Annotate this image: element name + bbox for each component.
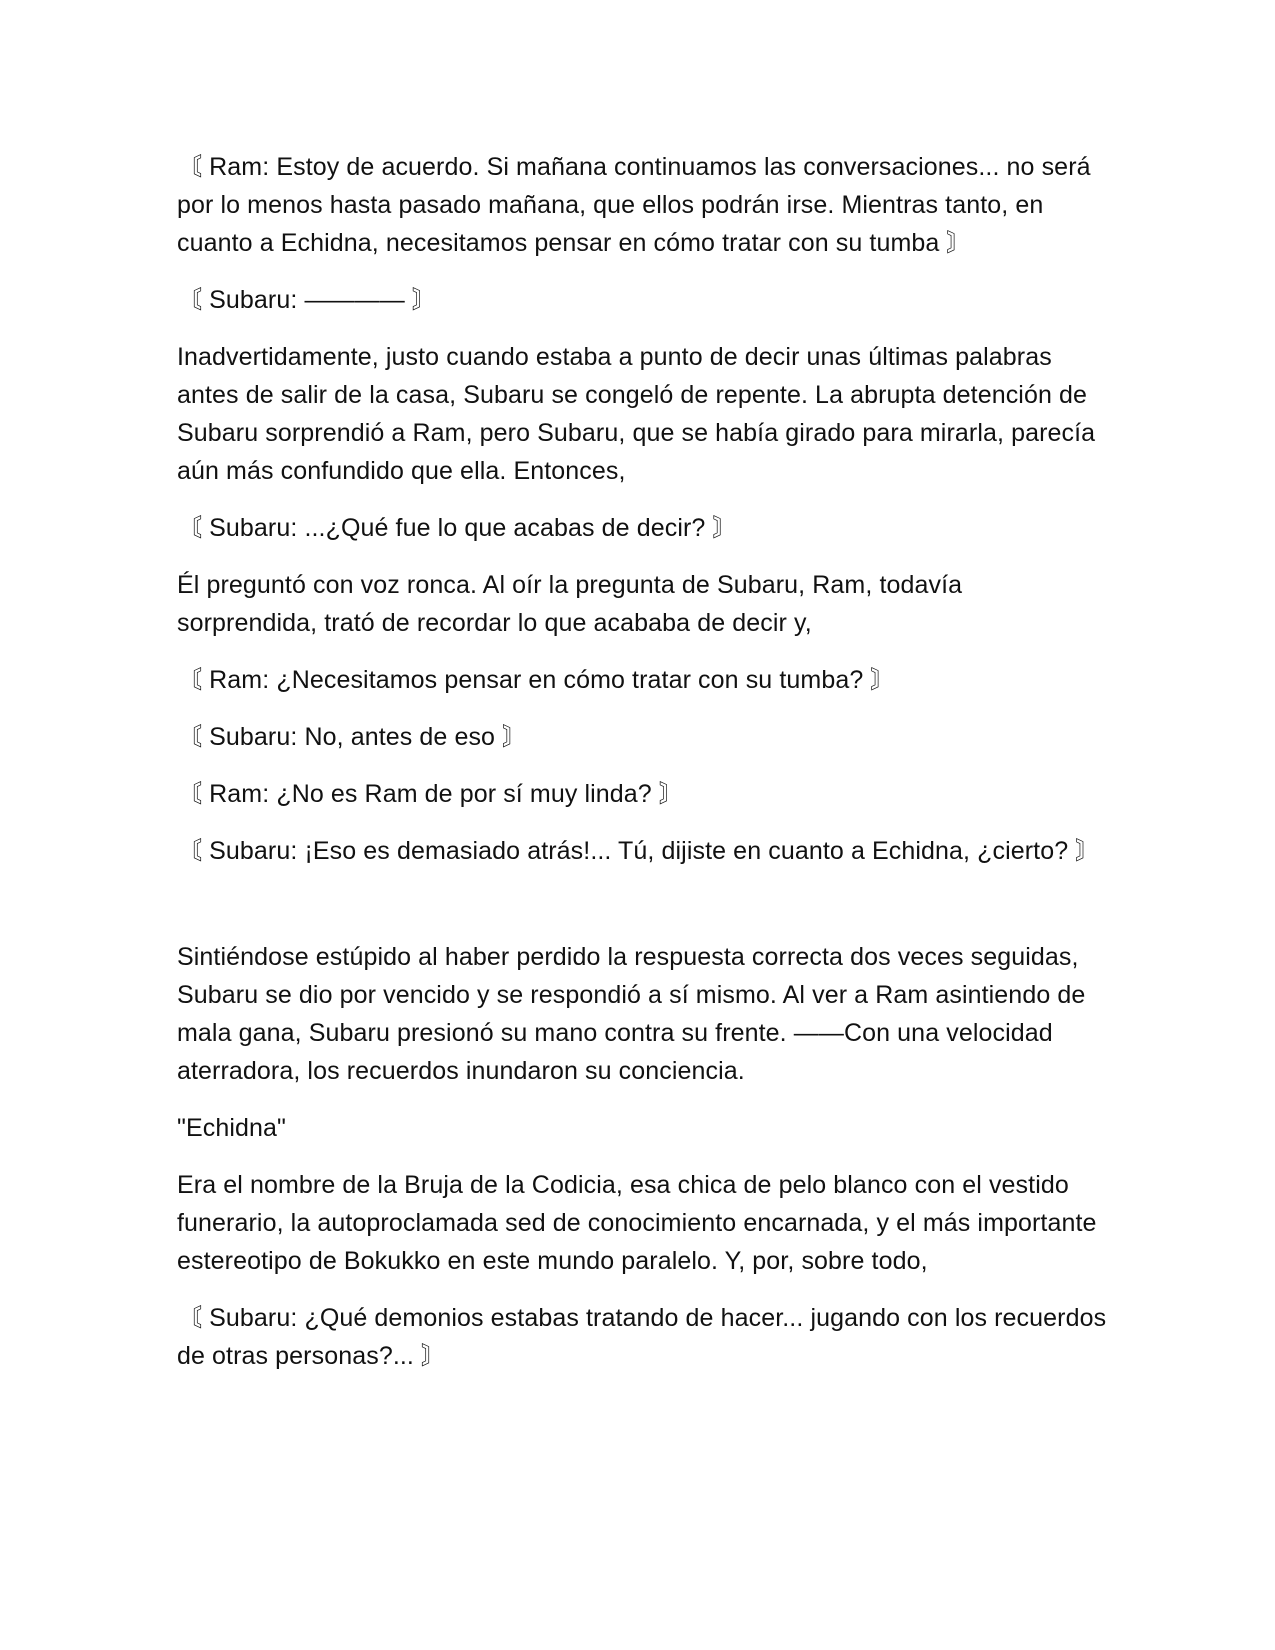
dialogue-subaru-before-that: 〘 Subaru: No, antes de eso 〙 xyxy=(177,723,528,751)
dialogue-subaru-echidna: 〘 Subaru: ¡Eso es demasiado atrás!... Tú, dijiste en cuanto a Echidna, ¿cierto? 〙 xyxy=(177,837,1101,865)
section-gap xyxy=(177,889,1107,938)
narration-witch-of-greed: Era el nombre de la Bruja de la Codicia, esa chica de pelo blanco con el vestido funerario, la autoproclamada sed de conocimiento encarnada, y el más importante estereotipo de Bokukko en este mundo paralelo. Y, por, sobre todo, xyxy=(177,1171,1097,1275)
narration-memories-flood: Sintiéndose estúpido al haber perdido la respuesta correcta dos veces seguidas, Subaru se dio por vencido y se respondió a sí mismo. Al ver a Ram asintiendo de mala gana, Subaru presionó su mano contra su frente. ——Con una velocidad aterradora, los recuerdos inundaron su conciencia. xyxy=(177,943,1086,1085)
narration-subaru-asked: Él preguntó con voz ronca. Al oír la pregunta de Subaru, Ram, todavía sorprendida, trató de recordar lo que acababa de decir y, xyxy=(177,571,963,637)
dialogue-ram-cute: 〘 Ram: ¿No es Ram de por sí muy linda? 〙 xyxy=(177,780,684,808)
document-body xyxy=(177,148,1107,1394)
dialogue-subaru-question: 〘 Subaru: ...¿Qué fue lo que acabas de decir? 〙 xyxy=(177,514,738,542)
dialogue-subaru-silence: 〘 Subaru: ———— 〙 xyxy=(177,286,437,314)
echidna-name-line: "Echidna" xyxy=(177,1114,286,1142)
dialogue-subaru-memories: 〘 Subaru: ¿Qué demonios estabas tratando de hacer... jugando con los recuerdos de otras personas?... 〙 xyxy=(177,1304,1107,1370)
narration-subaru-freezes: Inadvertidamente, justo cuando estaba a punto de decir unas últimas palabras antes de salir de la casa, Subaru se congeló de repente. La abrupta detención de Subaru sorprendió a Ram, pero Subaru, que se había girado para mirarla, parecía aún más confundido que ella. Entonces, xyxy=(177,343,1096,485)
dialogue-ram-agreement: 〘 Ram: Estoy de acuerdo. Si mañana continuamos las conversaciones... no será por lo menos hasta pasado mañana, que ellos podrán irse. Mientras tanto, en cuanto a Echidna, necesitamos pensar en cómo tratar con su tumba 〙 xyxy=(177,153,1091,257)
dialogue-ram-tomb: 〘 Ram: ¿Necesitamos pensar en cómo tratar con su tumba? 〙 xyxy=(177,666,896,694)
